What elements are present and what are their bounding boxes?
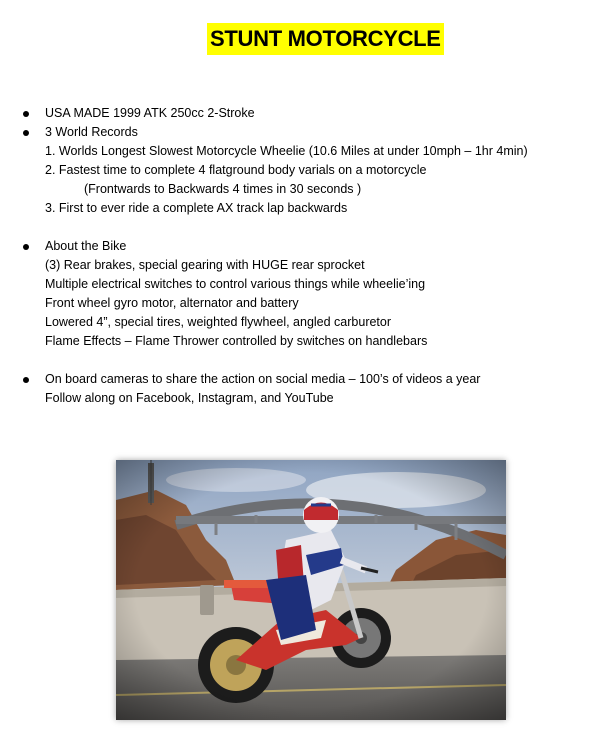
bullet-text: About the Bike xyxy=(45,239,127,253)
record-line: 1. Worlds Longest Slowest Motorcycle Wheelie (10.6 Miles at under 10mph – 1hr 4min) xyxy=(45,144,528,158)
feature-line: (3) Rear brakes, special gearing with HUGE rear sprocket xyxy=(45,258,365,272)
page-title: STUNT MOTORCYCLE xyxy=(207,23,444,55)
stunt-rider-photo xyxy=(116,460,506,720)
bullet-text: USA MADE 1999 ATK 250cc 2-Stroke xyxy=(45,106,255,120)
social-line: Follow along on Facebook, Instagram, and YouTube xyxy=(45,391,334,405)
bullet-item-about-bike xyxy=(0,237,607,351)
bullet-item-social xyxy=(0,370,607,408)
bullet-item-world-records xyxy=(0,123,607,218)
feature-line: Flame Effects – Flame Thrower controlled by switches on handlebars xyxy=(45,334,428,348)
bullet-dot-icon xyxy=(23,111,29,117)
bullet-text: 3 World Records xyxy=(45,125,138,139)
record-line: 2. Fastest time to complete 4 flatground body varials on a motorcycle xyxy=(45,163,427,177)
feature-line: Lowered 4”, special tires, weighted flywheel, angled carburetor xyxy=(45,315,392,329)
bullet-list xyxy=(0,104,607,408)
feature-line: Front wheel gyro motor, alternator and battery xyxy=(45,296,299,310)
record-line: 3. First to ever ride a complete AX track lap backwards xyxy=(45,201,348,215)
bullet-dot-icon xyxy=(23,130,29,136)
bullet-item-engine xyxy=(0,104,607,123)
record-line: (Frontwards to Backwards 4 times in 30 seconds ) xyxy=(84,182,362,196)
bullet-dot-icon xyxy=(23,377,29,383)
bullet-text: On board cameras to share the action on social media – 100’s of videos a year xyxy=(45,372,481,386)
bullet-dot-icon xyxy=(23,244,29,250)
feature-line: Multiple electrical switches to control various things while wheelie’ing xyxy=(45,277,426,291)
